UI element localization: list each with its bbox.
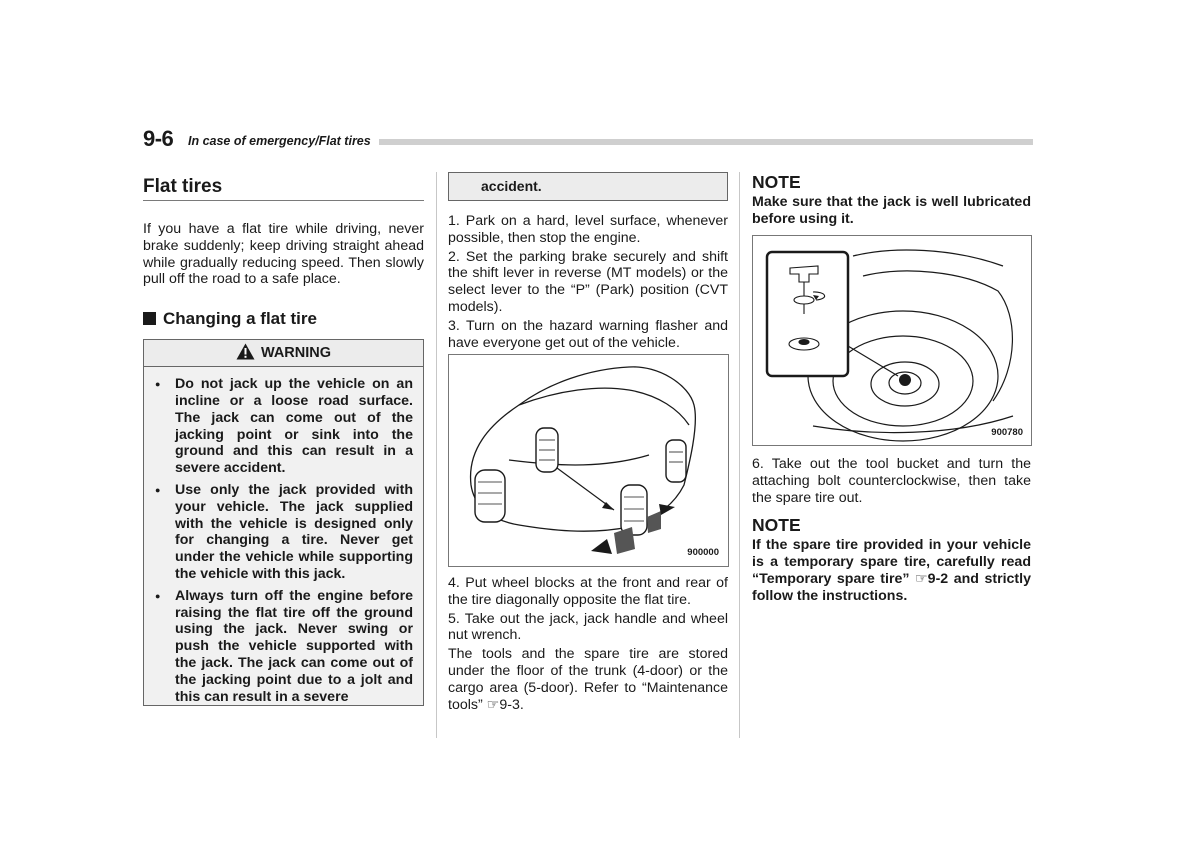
step-2: 2. Set the parking brake securely and shift the shift lever in reverse (MT models) or the select lever to the “P” (Park) position (CVT models). xyxy=(448,248,728,315)
note-text: If the spare tire provided in your vehicle is a temporary spare tire, carefully read “Temporary spare tire” ☞9-2 and strictly follow the instructions. xyxy=(752,537,1031,604)
step-6: 6. Take out the tool bucket and turn the attaching bolt counterclockwise, then take the spare tire out. xyxy=(752,456,1031,506)
warning-box xyxy=(143,339,424,706)
warning-list xyxy=(144,376,423,705)
subheading-text: Changing a flat tire xyxy=(163,309,317,329)
section-title: In case of emergency/Flat tires xyxy=(188,134,371,148)
column-1 xyxy=(143,176,424,706)
step-5: 5. Take out the jack, jack handle and wheel nut wrench. xyxy=(448,610,728,644)
warning-item: ● Use only the jack provided with your vehicle. The jack supplied with the vehicle is designed only for changing a tire. Never get under the vehicle while supporting the vehicle with this jack. xyxy=(144,482,423,583)
page-number: 9-6 xyxy=(143,126,174,151)
spare-tire-illustration xyxy=(753,236,1031,445)
figure-code: 900000 xyxy=(687,547,719,558)
note-heading: NOTE xyxy=(752,515,801,536)
warning-continued: accident. xyxy=(448,172,728,201)
figure-code: 900780 xyxy=(991,427,1023,438)
header-bar xyxy=(379,139,1033,145)
column-3-continued xyxy=(752,456,1031,607)
note-heading: NOTE xyxy=(752,172,801,192)
square-bullet-icon xyxy=(143,312,156,325)
column-2 xyxy=(448,172,728,353)
subheading xyxy=(143,309,424,329)
warning-triangle-icon xyxy=(236,343,255,360)
page-title: Flat tires xyxy=(143,176,223,197)
figure-wheel-blocks xyxy=(448,354,729,567)
car-wheel-blocks-illustration xyxy=(449,355,728,566)
figure-spare-tire xyxy=(752,235,1032,446)
step-3: 3. Turn on the hazard warning flasher and have everyone get out of the vehicle. xyxy=(448,317,728,351)
column-2-continued xyxy=(448,575,728,715)
column-divider-right xyxy=(739,172,740,738)
warning-item: ● Do not jack up the vehicle on an incline or a loose road surface. The jack can come out of the jacking point or sink into the ground and this can result in a severe accident. xyxy=(144,376,423,477)
note-text: Make sure that the jack is well lubricated before using it. xyxy=(752,194,1031,227)
column-divider-left xyxy=(436,172,437,738)
step-1: 1. Park on a hard, level surface, whenever possible, then stop the engine. xyxy=(448,213,728,246)
warning-header xyxy=(143,339,424,367)
title-underline xyxy=(143,200,424,201)
tools-paragraph: The tools and the spare tire are stored under the floor of the trunk (4-door) or the cargo area (5-door). Refer to “Maintenance tools” ☞9-3. xyxy=(448,646,728,713)
column-3 xyxy=(752,172,1031,230)
step-4: 4. Put wheel blocks at the front and rear of the tire diagonally opposite the flat tire. xyxy=(448,575,728,608)
warning-title: WARNING xyxy=(260,345,332,362)
intro-paragraph: If you have a flat tire while driving, never brake suddenly; keep driving straight ahead while gradually reducing speed. Then slowly pull off the road to a safe place. xyxy=(143,221,424,288)
warning-item: ● Always turn off the engine before raising the flat tire off the ground using the jack. Never swing or push the vehicle supported with the jack. The jack can come out of the jacking point due to a jolt and this can result in a severe xyxy=(144,588,423,706)
page-header xyxy=(143,124,1033,154)
